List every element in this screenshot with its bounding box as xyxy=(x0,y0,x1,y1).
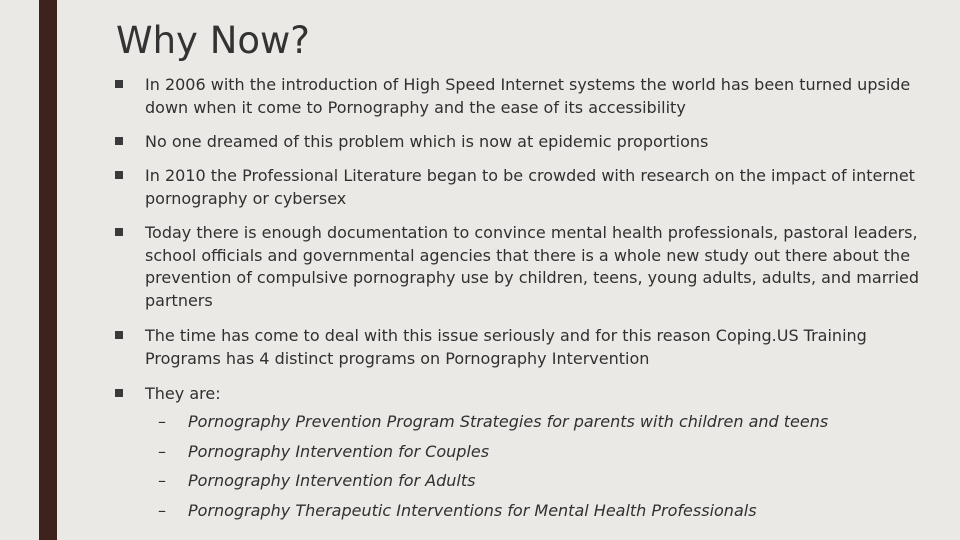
square-bullet-icon xyxy=(115,389,123,397)
bullet-text: Today there is enough documentation to convince mental health professionals, pastoral leaders, school officials and governmental agencies that there is a whole new study out there about the prevention of compulsive pornography use by children, teens, young adults, adults, and married partners xyxy=(145,223,920,311)
slide-title: Why Now? xyxy=(116,19,310,62)
dash-bullet: – xyxy=(158,501,166,520)
bullet-text: In 2010 the Professional Literature began to be crowded with research on the impact of internet pornography or cybersex xyxy=(145,166,915,208)
dash-bullet: – xyxy=(158,471,166,490)
square-bullet-icon xyxy=(115,137,123,145)
sub-bullet-text: Pornography Therapeutic Interventions for Mental Health Professionals xyxy=(188,501,757,520)
square-bullet-icon xyxy=(115,171,123,179)
sub-bullet-text: Pornography Intervention for Adults xyxy=(188,471,476,490)
sub-bullet-text: Pornography Intervention for Couples xyxy=(188,442,490,461)
bullet-text: They are: xyxy=(145,384,221,403)
square-bullet-icon xyxy=(115,80,123,88)
bullet-text: The time has come to deal with this issue seriously and for this reason Coping.US Training Programs has 4 distinct programs on Pornography Intervention xyxy=(145,326,867,368)
bullet-text: No one dreamed of this problem which is now at epidemic proportions xyxy=(145,132,709,151)
square-bullet-icon xyxy=(115,331,123,339)
square-bullet-icon xyxy=(115,228,123,236)
left-accent-bar xyxy=(39,0,57,540)
sub-bullet-text: Pornography Prevention Program Strategies for parents with children and teens xyxy=(188,412,829,431)
bullet-text: In 2006 with the introduction of High Speed Internet systems the world has been turned upside down when it come to Pornography and the ease of its accessibility xyxy=(145,75,911,117)
dash-bullet: – xyxy=(158,412,166,431)
dash-bullet: – xyxy=(158,442,166,461)
